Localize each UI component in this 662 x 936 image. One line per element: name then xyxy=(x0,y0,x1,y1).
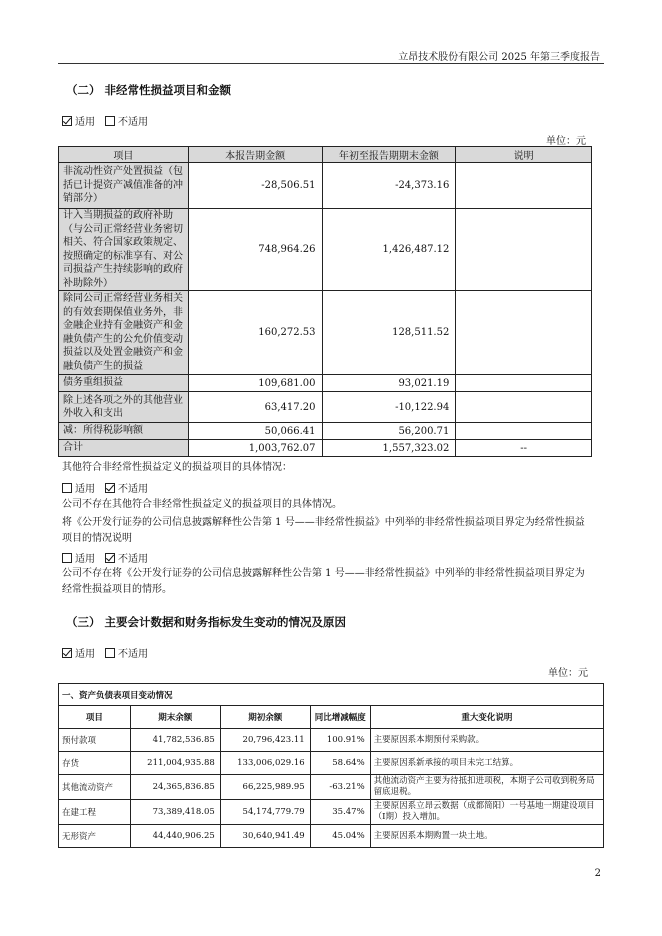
row-reason: 主要原因系本期购置一块土地。 xyxy=(370,825,603,848)
row-item: 债务重组损益 xyxy=(59,375,189,392)
table-row xyxy=(59,163,592,209)
row-ytd: 1,426,487.12 xyxy=(322,209,456,291)
table-row xyxy=(59,209,592,291)
listed-items-statement: 公司不存在将《公开发行证券的公司信息披露解释性公告第 1 号——非经常性损益》中列举的非经常性损益项目界定为经常性损益项目的情形。 xyxy=(62,568,585,595)
header-divider xyxy=(58,63,604,64)
report-header: 立昂技术股份有限公司 2025 年第三季度报告 xyxy=(398,52,600,63)
row-note xyxy=(456,375,592,392)
col-header: 重大变化说明 xyxy=(370,706,603,729)
row-ytd: 56,200.71 xyxy=(322,423,456,440)
table-row xyxy=(59,392,592,423)
row-end: 41,782,536.85 xyxy=(130,729,220,752)
non-recurring-gains-table xyxy=(58,146,592,457)
row-current: 160,272.53 xyxy=(188,291,322,375)
col-header: 期末余额 xyxy=(130,706,220,729)
table-caption: 一、资产负债表项目变动情况 xyxy=(59,684,604,706)
row-current: 109,681.00 xyxy=(188,375,322,392)
col-header: 同比增减幅度 xyxy=(310,706,370,729)
row-note xyxy=(456,423,592,440)
listed-items-applicability xyxy=(62,550,148,565)
row-begin: 30,640,941.49 xyxy=(220,825,310,848)
applicable-label: 适用 xyxy=(75,484,95,495)
row-item: 合计 xyxy=(59,440,189,457)
row-item: 预付款项 xyxy=(59,729,131,752)
row-note xyxy=(456,163,592,209)
row-end: 44,440,906.25 xyxy=(130,825,220,848)
table-caption-row xyxy=(59,684,604,706)
row-note xyxy=(456,392,592,423)
row-begin: 20,796,423.11 xyxy=(220,729,310,752)
row-item: 存货 xyxy=(59,752,131,775)
page-number: 2 xyxy=(594,868,601,879)
table-total-row xyxy=(59,440,592,457)
row-item: 除上述各项之外的其他营业外收入和支出 xyxy=(59,392,189,423)
row-current: 63,417.20 xyxy=(188,392,322,423)
row-ytd: -24,373.16 xyxy=(322,163,456,209)
listed-items-text: 将《公开发行证券的公司信息披露解释性公告第 1 号——非经常性损益》中列举的非经常性损益项目界定为经常性损益项目的情况说明 xyxy=(62,517,585,544)
table-row xyxy=(59,423,592,440)
table-row xyxy=(59,825,604,848)
table-row xyxy=(59,375,592,392)
row-end: 211,004,935.88 xyxy=(130,752,220,775)
row-current: 748,964.26 xyxy=(188,209,322,291)
row-change: 58.64% xyxy=(310,752,370,775)
table-row xyxy=(59,775,604,800)
section2-title: （二） 非经常性损益项目和金额 xyxy=(66,83,232,97)
col-header: 项目 xyxy=(59,706,131,729)
not-applicable-label: 不适用 xyxy=(118,117,148,128)
applicable-checkbox[interactable] xyxy=(62,483,72,493)
row-current: -28,506.51 xyxy=(188,163,322,209)
row-item: 在建工程 xyxy=(59,800,131,825)
col-header: 年初至报告期期末金额 xyxy=(322,147,456,163)
applicable-checkbox-checked[interactable] xyxy=(62,648,72,658)
applicable-label: 适用 xyxy=(75,117,95,128)
row-change: 45.04% xyxy=(310,825,370,848)
not-applicable-label: 不适用 xyxy=(118,484,148,495)
row-note: -- xyxy=(456,440,592,457)
row-note xyxy=(456,291,592,375)
other-items-text: 其他符合非经常性损益定义的损益项目的具体情况： xyxy=(62,462,292,473)
row-item: 计入当期损益的政府补助（与公司正常经营业务密切相关、符合国家政策规定、按照确定的标准享有、对公司损益产生持续影响的政府补助除外） xyxy=(59,209,189,291)
row-item: 非流动性资产处置损益（包括已计提资产减值准备的冲销部分） xyxy=(59,163,189,209)
row-begin: 66,225,989.95 xyxy=(220,775,310,800)
table-row xyxy=(59,752,604,775)
not-applicable-checkbox-checked[interactable] xyxy=(105,483,115,493)
row-change: 100.91% xyxy=(310,729,370,752)
row-current: 50,066.41 xyxy=(188,423,322,440)
row-change: -63.21% xyxy=(310,775,370,800)
col-header: 说明 xyxy=(456,147,592,163)
applicable-checkbox-checked[interactable] xyxy=(62,116,72,126)
row-change: 35.47% xyxy=(310,800,370,825)
section2-applicability xyxy=(62,113,148,128)
not-applicable-label: 不适用 xyxy=(118,554,148,565)
row-ytd: 1,557,323.02 xyxy=(322,440,456,457)
not-applicable-label: 不适用 xyxy=(118,649,148,660)
row-note xyxy=(456,209,592,291)
row-reason: 主要原因系本期预付采购款。 xyxy=(370,729,603,752)
section3-applicability xyxy=(62,645,148,660)
row-reason: 其他流动资产主要为待抵扣进项税，本期子公司收到税务局留底退税。 xyxy=(370,775,603,800)
row-item: 减：所得税影响额 xyxy=(59,423,189,440)
balance-sheet-changes-table xyxy=(58,683,604,848)
row-ytd: -10,122.94 xyxy=(322,392,456,423)
table-row xyxy=(59,291,592,375)
table-header-row xyxy=(59,147,592,163)
section3-title: （三） 主要会计数据和财务指标发生变动的情况及原因 xyxy=(66,615,347,629)
row-ytd: 93,021.19 xyxy=(322,375,456,392)
col-header: 期初余额 xyxy=(220,706,310,729)
table-row xyxy=(59,800,604,825)
row-begin: 54,174,779.79 xyxy=(220,800,310,825)
col-header: 项目 xyxy=(59,147,189,163)
table-row xyxy=(59,729,604,752)
applicable-checkbox[interactable] xyxy=(62,553,72,563)
section2-unit: 单位：元 xyxy=(546,136,586,147)
row-reason: 主要原因系新承接的项目未完工结算。 xyxy=(370,752,603,775)
col-header: 本报告期金额 xyxy=(188,147,322,163)
not-applicable-checkbox-checked[interactable] xyxy=(105,553,115,563)
row-end: 73,389,418.05 xyxy=(130,800,220,825)
row-current: 1,003,762.07 xyxy=(188,440,322,457)
other-items-applicability xyxy=(62,480,148,495)
row-begin: 133,006,029.16 xyxy=(220,752,310,775)
row-item: 其他流动资产 xyxy=(59,775,131,800)
applicable-label: 适用 xyxy=(75,649,95,660)
applicable-label: 适用 xyxy=(75,554,95,565)
table-header-row xyxy=(59,706,604,729)
row-item: 除同公司正常经营业务相关的有效套期保值业务外，非金融企业持有金融资产和金融负债产生的公允价值变动损益以及处置金融资产和金融负债产生的损益 xyxy=(59,291,189,375)
row-end: 24,365,836.85 xyxy=(130,775,220,800)
section3-unit: 单位：元 xyxy=(548,668,588,679)
not-applicable-checkbox[interactable] xyxy=(105,648,115,658)
other-items-statement: 公司不存在其他符合非经常性损益定义的损益项目的具体情况。 xyxy=(62,499,342,510)
row-ytd: 128,511.52 xyxy=(322,291,456,375)
row-reason: 主要原因系立昂云数据（成都简阳）一号基地一期建设项目（Ⅰ期）投入增加。 xyxy=(370,800,603,825)
row-item: 无形资产 xyxy=(59,825,131,848)
not-applicable-checkbox[interactable] xyxy=(105,116,115,126)
